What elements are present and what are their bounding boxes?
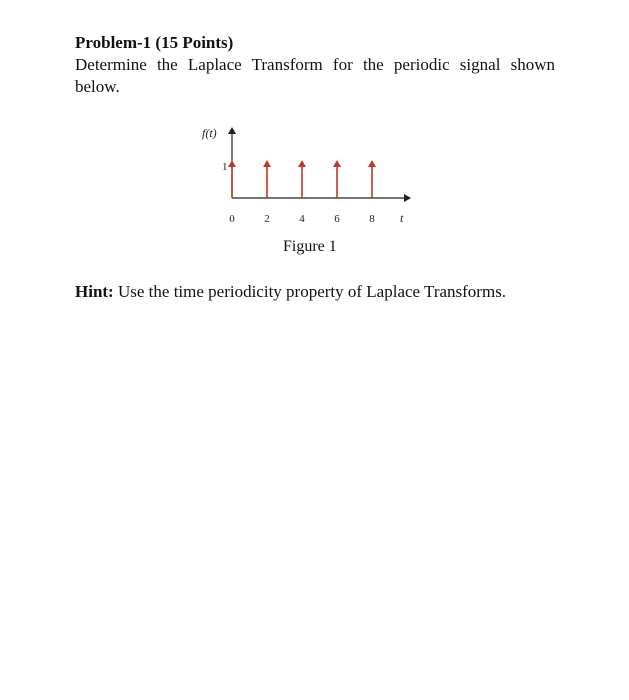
x-tick-label-6: 6	[334, 213, 340, 225]
figure-plot	[190, 118, 430, 233]
x-tick-label-8: 8	[369, 213, 375, 225]
y-axis-label: f(t)	[202, 126, 217, 140]
x-tick-label-4: 4	[299, 213, 305, 225]
impulses-group	[232, 162, 372, 198]
figure-caption: Figure 1	[283, 238, 337, 255]
x-ticks-group	[229, 213, 375, 225]
hint-label: Hint:	[75, 282, 114, 301]
impulse-train-plot	[190, 118, 430, 233]
x-tick-label-2: 2	[264, 213, 270, 225]
problem-statement: Determine the Laplace Transform for the periodic signal shown below.	[75, 55, 555, 96]
x-tick-label-0: 0	[229, 213, 235, 225]
y-tick-label: 1	[222, 161, 228, 173]
hint	[75, 281, 506, 303]
problem-title: Problem-1 (15 Points)	[75, 33, 234, 52]
hint-text: Use the time periodicity property of Laplace Transforms.	[113, 282, 507, 301]
x-axis-label: t	[400, 211, 404, 225]
